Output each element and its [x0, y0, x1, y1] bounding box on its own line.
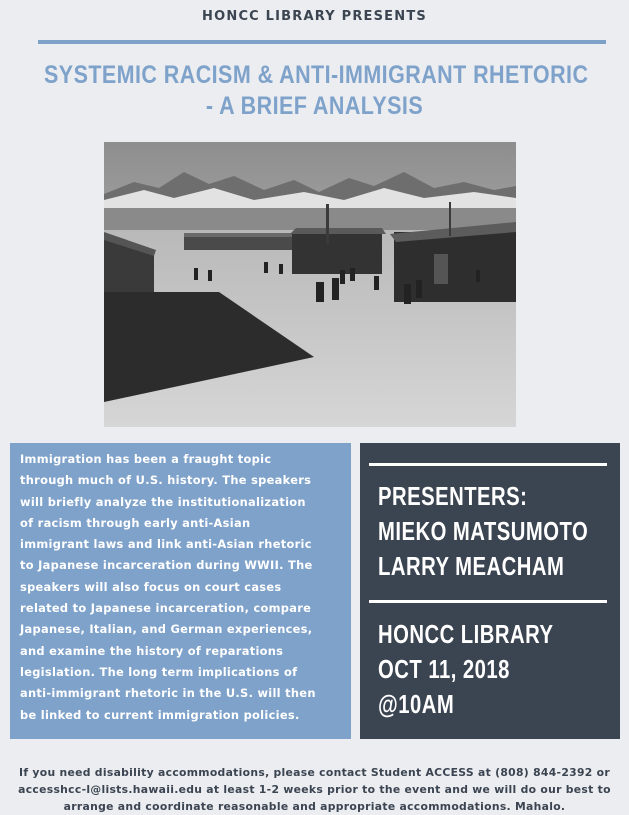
description-line: through much of U.S. history. The speakers [20, 473, 312, 488]
presenter-name: LARRY MEACHAM [378, 551, 565, 581]
presenter-name: MIEKO MATSUMOTO [378, 516, 589, 546]
description-line: of racism through early anti-Asian [20, 515, 251, 530]
description-line: and examine the history of reparations [20, 643, 284, 658]
info-divider-top [369, 463, 607, 466]
event-date: OCT 11, 2018 [378, 654, 510, 684]
notice-line: If you need disability accommodations, please contact Student ACCESS at (808) 844-2392 or [19, 766, 610, 779]
title-line-1: SYSTEMIC RACISM & ANTI-IMMIGRANT RHETORIC [44, 61, 589, 89]
description-line: Immigration has been a fraught topic [20, 452, 272, 466]
event-location: HONCC LIBRARY [378, 619, 554, 649]
historical-photo [104, 142, 516, 427]
presenters-block [378, 479, 589, 584]
presenters-label: PRESENTERS: [378, 481, 528, 511]
notice-line: arrange and coordinate reasonable and appropriate accommodations. Mahalo. [63, 800, 566, 813]
description-line: Japanese, Italian, and German experiences, [20, 622, 313, 637]
event-title [44, 60, 589, 122]
description-panel [10, 443, 351, 739]
description-line: immigrant laws and link anti-Asian rhetoric [20, 537, 312, 552]
event-info-panel [360, 443, 620, 739]
presents-header: HONCC LIBRARY PRESENTS [202, 9, 427, 24]
event-details-block [378, 617, 565, 722]
accessibility-notice [0, 764, 629, 815]
description-text [20, 449, 345, 726]
description-line: anti-immigrant rhetoric in the U.S. will then [20, 686, 316, 701]
title-line-2: - A BRIEF ANALYSIS [205, 92, 424, 120]
description-line: will briefly analyze the institutionalization [20, 494, 306, 509]
description-line: related to Japanese incarceration, compare [20, 601, 312, 616]
info-divider-middle [369, 600, 607, 603]
notice-line: accesshcc-l@lists.hawaii.edu at least 1-2 weeks prior to the event and we will do our best to [18, 783, 611, 796]
description-line: legislation. The long term implications of [20, 664, 298, 679]
description-line: to Japanese incarceration during WWII. The [20, 558, 313, 573]
header-divider [38, 40, 606, 44]
description-line: be linked to current immigration policies. [20, 707, 300, 722]
description-line: speakers will also focus on court cases [20, 579, 282, 594]
event-time: @10AM [378, 689, 455, 719]
